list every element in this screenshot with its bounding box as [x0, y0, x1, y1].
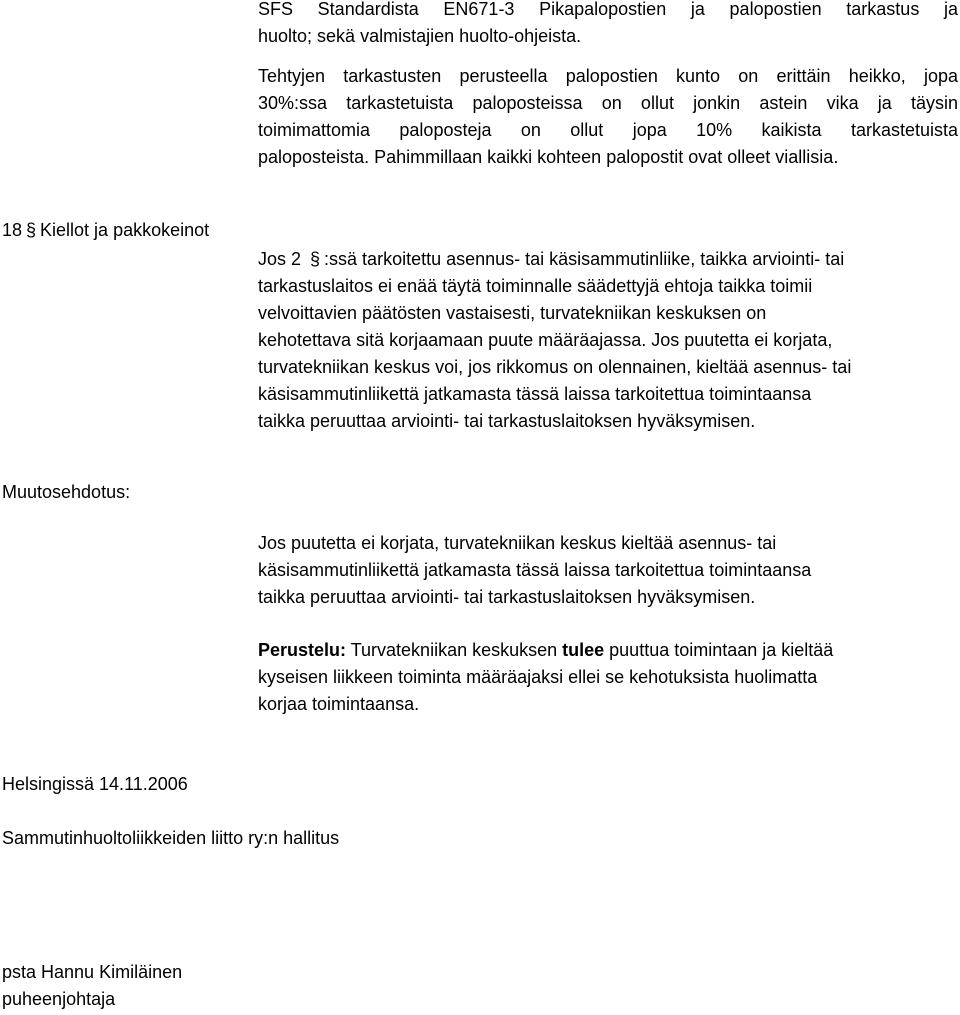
- rationale-paragraph: [258, 637, 948, 718]
- findings-line: paloposteista. Pahimmillaan kaikki kohteen palopostit ovat olleet viallisia.: [258, 147, 839, 167]
- findings-line: Tehtyjen tarkastusten perusteella palopostien kunto on erittäin heikko, jopa: [258, 66, 958, 86]
- rationale-line: kyseisen liikkeen toiminta määräajaksi ellei se kehotuksista huolimatta: [258, 667, 818, 687]
- section-sign: §: [310, 249, 321, 269]
- signer-name: psta Hannu Kimiläinen: [2, 962, 183, 982]
- rationale-label: Perustelu:: [258, 640, 347, 660]
- rationale-text: puuttua toimintaan ja kieltää: [604, 640, 834, 660]
- intro-line: huolto; sekä valmistajien huolto-ohjeista.: [258, 26, 582, 46]
- section-text-line: turvatekniikan keskus voi, jos rikkomus on olennainen, kieltää asennus- tai: [258, 357, 852, 377]
- amendment-label: Muutosehdotus:: [2, 482, 131, 502]
- section-text-line: käsisammutinliikettä jatkamasta tässä laissa tarkoitettua toimintaansa: [258, 384, 812, 404]
- place-date: Helsingissä 14.11.2006: [2, 774, 188, 794]
- section-title: Kiellot ja pakkokeinot: [40, 220, 210, 240]
- amendment-proposal: [258, 530, 948, 611]
- signer-title: puheenjohtaja: [2, 989, 116, 1009]
- findings-line: toimimattomia paloposteja on ollut jopa 10% kaikista tarkastetuista: [258, 120, 958, 140]
- proposal-line: Jos puutetta ei korjata, turvatekniikan keskus kieltää asennus- tai: [258, 533, 777, 553]
- rationale-line: korjaa toimintaansa.: [258, 694, 420, 714]
- rationale-line: [258, 637, 948, 664]
- section-sign: §: [26, 220, 37, 240]
- section-number: 18: [2, 220, 23, 240]
- findings-line: 30%:ssa tarkastetuista paloposteissa on ollut jonkin astein vika ja täysin: [258, 93, 958, 113]
- section-text-part: Jos 2: [258, 249, 302, 269]
- section-heading: [2, 217, 209, 244]
- findings-paragraph: [258, 63, 958, 171]
- section-text-line: velvoittavien päätösten vastaisesti, turvatekniikan keskuksen on: [258, 303, 767, 323]
- proposal-line: käsisammutinliikettä jatkamasta tässä laissa tarkoitettua toimintaansa: [258, 560, 812, 580]
- section-text-line: [258, 246, 948, 273]
- proposal-line: taikka peruuttaa arviointi- tai tarkastuslaitoksen hyväksymisen.: [258, 587, 756, 607]
- rationale-emphasis: tulee: [562, 640, 605, 660]
- intro-paragraph: [258, 0, 958, 50]
- section-text-line: kehotettava sitä korjaamaan puute määräajassa. Jos puutetta ei korjata,: [258, 330, 833, 350]
- organization-name: Sammutinhuoltoliikkeiden liitto ry:n hallitus: [2, 828, 340, 848]
- section-text-line: tarkastuslaitos ei enää täytä toiminnalle säädettyjä ehtoja taikka toimii: [258, 276, 813, 296]
- intro-line: SFS Standardista EN671-3 Pikapalopostien ja palopostien tarkastus ja: [258, 0, 958, 19]
- section-text: [258, 246, 948, 435]
- rationale-text: Turvatekniikan keskuksen: [346, 640, 563, 660]
- signature-block: [2, 959, 182, 1013]
- section-text-part: :ssä tarkoitettu asennus- tai käsisammutinliike, taikka arviointi- tai: [324, 249, 845, 269]
- section-text-line: taikka peruuttaa arviointi- tai tarkastuslaitoksen hyväksymisen.: [258, 411, 756, 431]
